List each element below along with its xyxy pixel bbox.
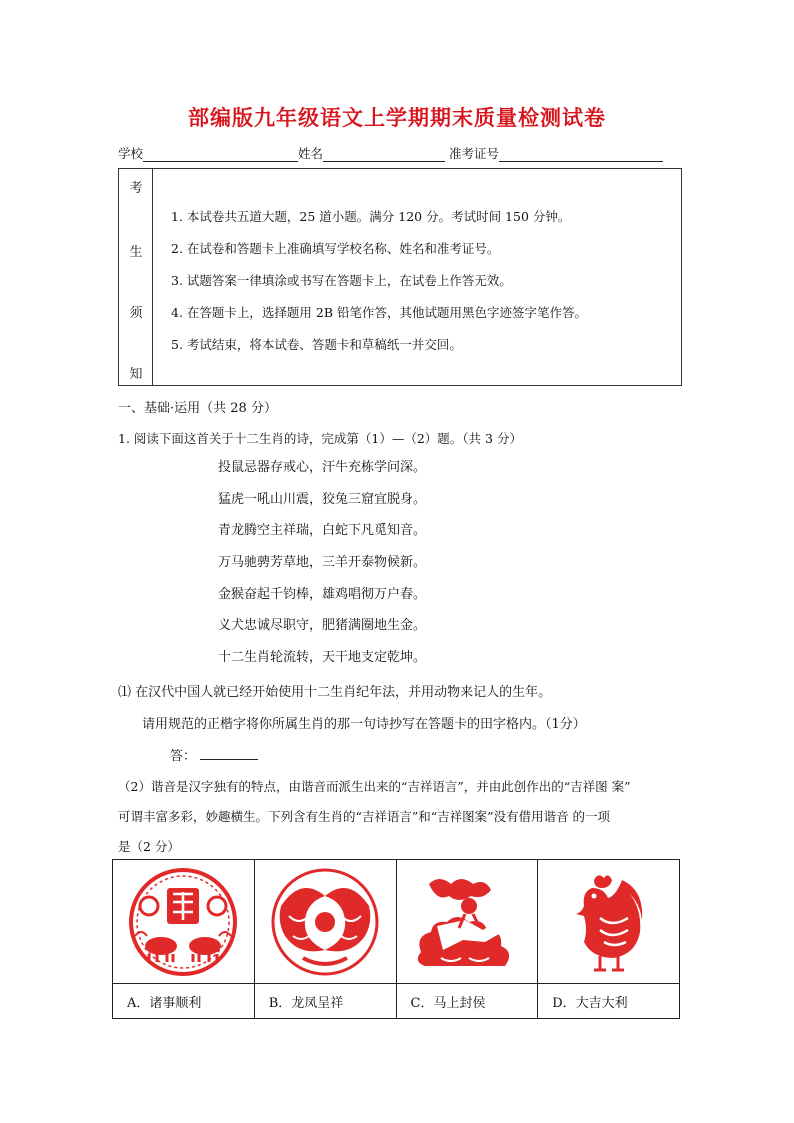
question-1-2-line2: 可谓丰富多彩，妙趣横生。下列含有生肖的“吉祥语言”和“吉祥图案”没有借用谐音 的一项 [118,809,611,824]
poem-line: 万马驰骋芳草地，三羊开泰物候新。 [218,555,427,571]
side-char: 须 [129,306,143,321]
horse-monkey-papercut-icon [407,866,527,978]
notice-side-label [119,169,153,385]
option-table [112,859,680,1019]
poem-line: 投鼠忌器存戒心，汗牛充栋学问深。 [218,460,427,475]
name-label: 姓名 [298,146,324,161]
poem-line: 金猴奋起千钧棒，雄鸡唱彻万户春。 [218,586,427,602]
side-char: 考 [129,181,143,196]
exam-notice-box [118,168,682,386]
poem-line: 十二生肖轮流转，天干地支定乾坤。 [218,650,427,666]
option-b-image[interactable] [254,860,396,984]
poem-line: 猛虎一吼山川震，狡兔三窟宜脱身。 [218,491,427,507]
notice-rule: 5. 考试结束，将本试卷、答题卡和草稿纸一并交回。 [171,337,462,352]
notice-rule: 3. 试题答案一律填涂或书写在答题卡上，在试卷上作答无效。 [171,273,512,288]
side-char: 知 [129,367,143,382]
answer-row [170,745,258,764]
question-1-2-line1: （2）谐音是汉字独有的特点，由谐音而派生出来的“吉祥语言”，并由此创作出的“吉祥图 案” [118,779,631,794]
option-c-image[interactable] [396,860,538,984]
school-label: 学校 [118,146,144,161]
notice-rule: 2. 在试卷和答题卡上准确填写学校名称、姓名和准考证号。 [171,241,500,256]
zodiac-poem [218,458,426,680]
school-field[interactable] [143,147,298,162]
fu-pigs-papercut-icon [123,866,243,978]
notice-rule: 4. 在答题卡上，选择题用 2B 铅笔作答，其他试题用黑色字迹签字笔作答。 [171,305,587,320]
name-field[interactable] [323,147,445,162]
option-c-label[interactable]: C．马上封侯 [396,984,538,1019]
notice-rules [171,207,587,367]
rooster-papercut-icon [554,866,664,978]
answer-label: 答： [170,749,197,764]
poem-line: 青龙腾空主祥瑞，白蛇下凡觅知音。 [218,523,427,539]
question-1: 1. 阅读下面这首关于十二生肖的诗，完成第（1）—（2）题。（共 3 分） [118,431,522,446]
question-1-2-line3: 是（2 分） [118,839,180,854]
option-a-image[interactable] [113,860,255,984]
option-d-image[interactable] [538,860,680,984]
exam-no-label: 准考证号 [449,146,500,161]
option-b-label[interactable]: B．龙凤呈祥 [254,984,396,1019]
poem-line: 义犬忠诚尽职守，肥猪满圈地生金。 [218,618,427,634]
answer-blank[interactable] [200,745,258,760]
student-info-row [118,144,678,162]
notice-rule: 1. 本试卷共五道大题，25 道小题。满分 120 分。考试时间 150 分钟。 [171,209,571,224]
section-heading: 一、基础·运用（共 28 分） [118,401,277,416]
option-a-label[interactable]: A．诸事顺利 [113,984,255,1019]
option-d-label[interactable]: D．大吉大利 [538,984,680,1019]
exam-title: 部编版九年级语文上学期期末质量检测试卷 [188,105,606,130]
side-char: 生 [129,245,143,260]
question-1-1-task: 请用规范的正楷字将你所属生肖的那一句诗抄写在答题卡的田字格内。（1分） [142,717,586,732]
question-1-1-intro: ⑴ 在汉代中国人就已经开始使用十二生肖纪年法，并用动物来记人的生年。 [118,685,552,700]
dragon-phoenix-papercut-icon [263,866,387,978]
exam-no-field[interactable] [499,147,663,162]
